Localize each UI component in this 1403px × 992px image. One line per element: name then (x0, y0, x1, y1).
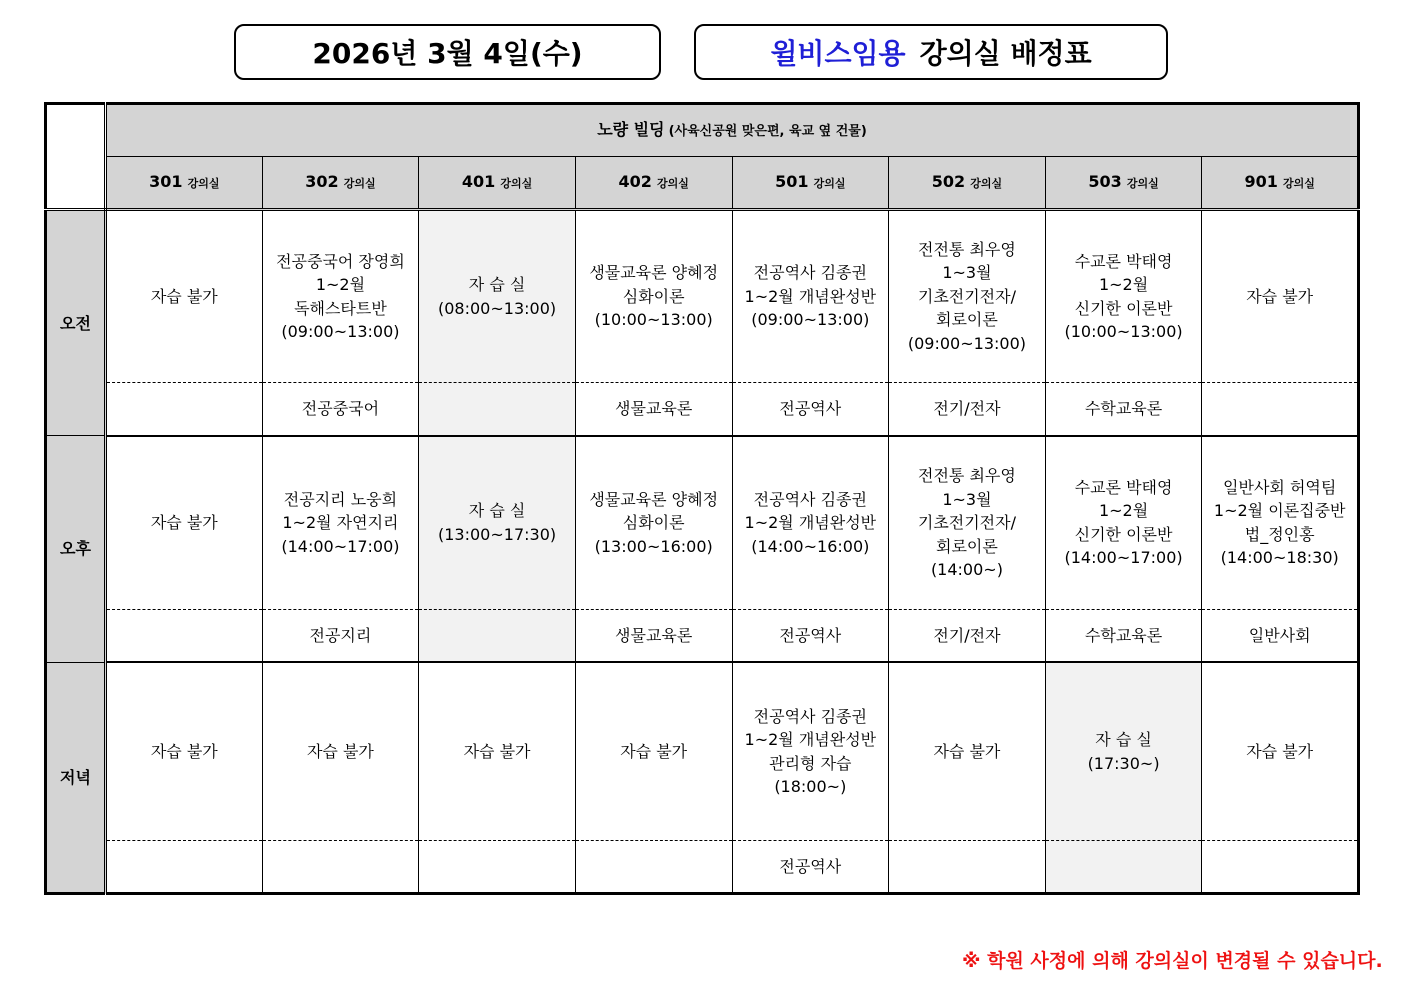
class-info-line: 생물교육론 양혜정 (589, 489, 719, 509)
class-info-line: 1~2월 개념완성반 (744, 730, 877, 750)
class-info-line: (10:00~13:00) (594, 310, 713, 330)
class-cell (106, 662, 263, 840)
class-cell (419, 436, 576, 609)
subject-cell (419, 840, 576, 893)
class-info-line: 회로이론 (936, 310, 998, 330)
class-info-line: (14:00~) (930, 560, 1003, 580)
subject-cell (106, 383, 263, 436)
class-cell (575, 210, 732, 383)
class-info-line: 전공역사 김종권 (753, 706, 867, 726)
class-cell (1045, 436, 1202, 609)
period-row-subject (46, 840, 1359, 893)
room-suffix: 강의실 (813, 176, 846, 190)
subject-cell: 전공역사 (732, 840, 889, 893)
subject-cell (575, 840, 732, 893)
class-info-line: 자습 불가 (620, 741, 688, 761)
subject-cell: 전기/전자 (889, 609, 1046, 662)
class-info-line: (10:00~13:00) (1064, 322, 1183, 342)
room-number: 502 (931, 171, 966, 191)
subject-cell: 생물교육론 (575, 383, 732, 436)
class-cell (1202, 210, 1359, 383)
subject-cell (106, 840, 263, 893)
class-cell (1202, 662, 1359, 840)
class-info-line: (13:00~17:30) (438, 524, 557, 544)
class-info-line: 전공역사 김종권 (753, 263, 867, 283)
period-row-subject (46, 383, 1359, 436)
class-info-line: 자 습 실 (468, 275, 526, 295)
class-info-line: 기초전기전자/ (917, 513, 1016, 533)
class-info-line: 심화이론 (622, 286, 685, 306)
class-info-line: 자습 불가 (150, 286, 218, 306)
class-info-line: (14:00~18:30) (1220, 548, 1339, 568)
class-info-line: 1~2월 (1098, 501, 1149, 521)
subject-cell: 생물교육론 (575, 609, 732, 662)
room-suffix: 강의실 (187, 176, 220, 190)
room-number: 501 (775, 171, 809, 191)
class-info-line: 1~2월 (315, 275, 366, 295)
building-header (106, 104, 1359, 157)
room-header-301 (106, 157, 263, 210)
class-cell (106, 436, 263, 609)
period-row-subject (46, 609, 1359, 662)
class-info-line: 1~2월 개념완성반 (744, 286, 877, 306)
room-suffix: 강의실 (1282, 176, 1315, 190)
class-info-line: 자습 불가 (306, 741, 374, 761)
room-suffix: 강의실 (343, 176, 376, 190)
class-info-line: 자습 불가 (150, 513, 218, 533)
class-cell (575, 436, 732, 609)
class-info-line: 관리형 자습 (769, 753, 852, 773)
schedule-title-box (694, 24, 1168, 80)
class-info-line: (13:00~16:00) (594, 536, 713, 556)
building-header-row (46, 104, 1359, 157)
subject-cell: 일반사회 (1202, 609, 1359, 662)
class-cell (1045, 210, 1202, 383)
class-info-line: 수교론 박태영 (1074, 477, 1173, 497)
corner-cell (46, 104, 106, 210)
subject-cell: 전기/전자 (889, 383, 1046, 436)
subject-cell (889, 840, 1046, 893)
class-info-line: (14:00~16:00) (751, 536, 870, 556)
classroom-schedule-table (44, 102, 1360, 895)
class-info-line: (18:00~) (774, 777, 847, 797)
subject-cell (262, 840, 419, 893)
class-info-line: 자 습 실 (1095, 730, 1152, 750)
class-info-line: 1~2월 이론집중반 (1213, 501, 1346, 521)
class-info-line: 자습 불가 (1246, 286, 1314, 306)
room-header-503 (1045, 157, 1202, 210)
class-cell (732, 210, 889, 383)
class-info-line: 전전통 최우영 (918, 239, 1016, 259)
room-number: 503 (1088, 171, 1122, 191)
class-info-line: 심화이론 (622, 513, 685, 533)
room-number: 901 (1244, 171, 1278, 191)
room-number: 402 (618, 171, 652, 191)
period-label: 오전 (46, 210, 106, 436)
class-info-line: 1~2월 개념완성반 (744, 513, 877, 533)
class-info-line: (14:00~17:00) (1064, 548, 1183, 568)
class-info-line: (09:00~13:00) (751, 310, 870, 330)
class-info-line: 자습 불가 (463, 741, 531, 761)
class-cell (889, 662, 1046, 840)
class-info-line: 전공역사 김종권 (753, 489, 867, 509)
class-cell (419, 662, 576, 840)
subject-cell (1202, 840, 1359, 893)
class-cell (732, 436, 889, 609)
class-info-line: (09:00~13:00) (907, 333, 1026, 353)
period-row-main (46, 662, 1359, 840)
class-cell (262, 436, 419, 609)
class-info-line: 일반사회 허역팀 (1223, 477, 1337, 497)
class-cell (106, 210, 263, 383)
class-info-line: 전공지리 노웅희 (283, 489, 398, 509)
class-info-line: 1~3월 (942, 263, 992, 283)
period-row-main (46, 210, 1359, 383)
subject-cell: 전공중국어 (262, 383, 419, 436)
room-number: 401 (461, 171, 496, 191)
class-info-line: 전전통 최우영 (918, 466, 1016, 486)
room-header-row (46, 157, 1359, 210)
period-row-main (46, 436, 1359, 609)
class-info-line: 1~2월 (1098, 275, 1149, 295)
class-cell (732, 662, 889, 840)
class-info-line: 1~2월 자연지리 (282, 513, 399, 533)
subject-cell (1202, 383, 1359, 436)
room-header-302 (262, 157, 419, 210)
class-info-line: 회로이론 (936, 536, 998, 556)
room-header-501 (732, 157, 889, 210)
subject-cell: 전공지리 (262, 609, 419, 662)
room-suffix: 강의실 (1126, 176, 1159, 190)
room-suffix: 강의실 (500, 176, 533, 190)
footer-note: ※ 학원 사정에 의해 강의실이 변경될 수 있습니다. (962, 950, 1383, 972)
room-suffix: 강의실 (970, 176, 1003, 190)
subject-cell (419, 609, 576, 662)
class-cell (419, 210, 576, 383)
room-number: 301 (149, 171, 183, 191)
class-info-line: 수교론 박태영 (1074, 251, 1173, 271)
class-info-line: 자 습 실 (468, 501, 526, 521)
period-label: 저녁 (46, 662, 106, 893)
class-cell (575, 662, 732, 840)
subject-cell: 전공역사 (732, 383, 889, 436)
class-cell (262, 210, 419, 383)
class-info-line: 자습 불가 (1246, 741, 1314, 761)
date-title: 2026년 3월 4일(수) (312, 37, 583, 70)
class-cell (889, 436, 1046, 609)
class-info-line: 법_정인홍 (1244, 524, 1315, 544)
class-info-line: 신기한 이론반 (1074, 524, 1173, 544)
subject-cell (106, 609, 263, 662)
building-note: (사육신공원 맞은편, 육교 옆 건물) (668, 123, 867, 139)
date-title-box (234, 24, 661, 80)
class-info-line: (08:00~13:00) (438, 298, 557, 318)
class-info-line: 1~3월 (942, 489, 992, 509)
class-cell (262, 662, 419, 840)
class-cell (1202, 436, 1359, 609)
subject-cell: 수학교육론 (1045, 609, 1202, 662)
academy-name: 윌비스임용 (770, 37, 906, 70)
class-info-line: 전공중국어 장영희 (276, 251, 405, 271)
schedule-title: 강의실 배정표 (919, 37, 1092, 70)
class-cell (1045, 662, 1202, 840)
building-name: 노량 빌딩 (597, 119, 665, 139)
room-header-901 (1202, 157, 1359, 210)
class-info-line: 자습 불가 (933, 741, 1001, 761)
room-suffix: 강의실 (656, 176, 689, 190)
class-info-line: (09:00~13:00) (281, 322, 400, 342)
subject-cell: 수학교육론 (1045, 383, 1202, 436)
period-label: 오후 (46, 436, 106, 662)
subject-cell: 전공역사 (732, 609, 889, 662)
class-info-line: 독해스타트반 (294, 298, 387, 318)
room-header-502 (889, 157, 1046, 210)
subject-cell (419, 383, 576, 436)
class-info-line: (14:00~17:00) (281, 536, 400, 556)
class-info-line: (17:30~) (1087, 753, 1160, 773)
subject-cell (1045, 840, 1202, 893)
room-header-402 (575, 157, 732, 210)
class-info-line: 생물교육론 양혜정 (589, 263, 719, 283)
class-info-line: 자습 불가 (150, 741, 218, 761)
class-info-line: 신기한 이론반 (1074, 298, 1173, 318)
room-number: 302 (305, 171, 339, 191)
class-cell (889, 210, 1046, 383)
room-header-401 (419, 157, 576, 210)
class-info-line: 기초전기전자/ (917, 286, 1016, 306)
